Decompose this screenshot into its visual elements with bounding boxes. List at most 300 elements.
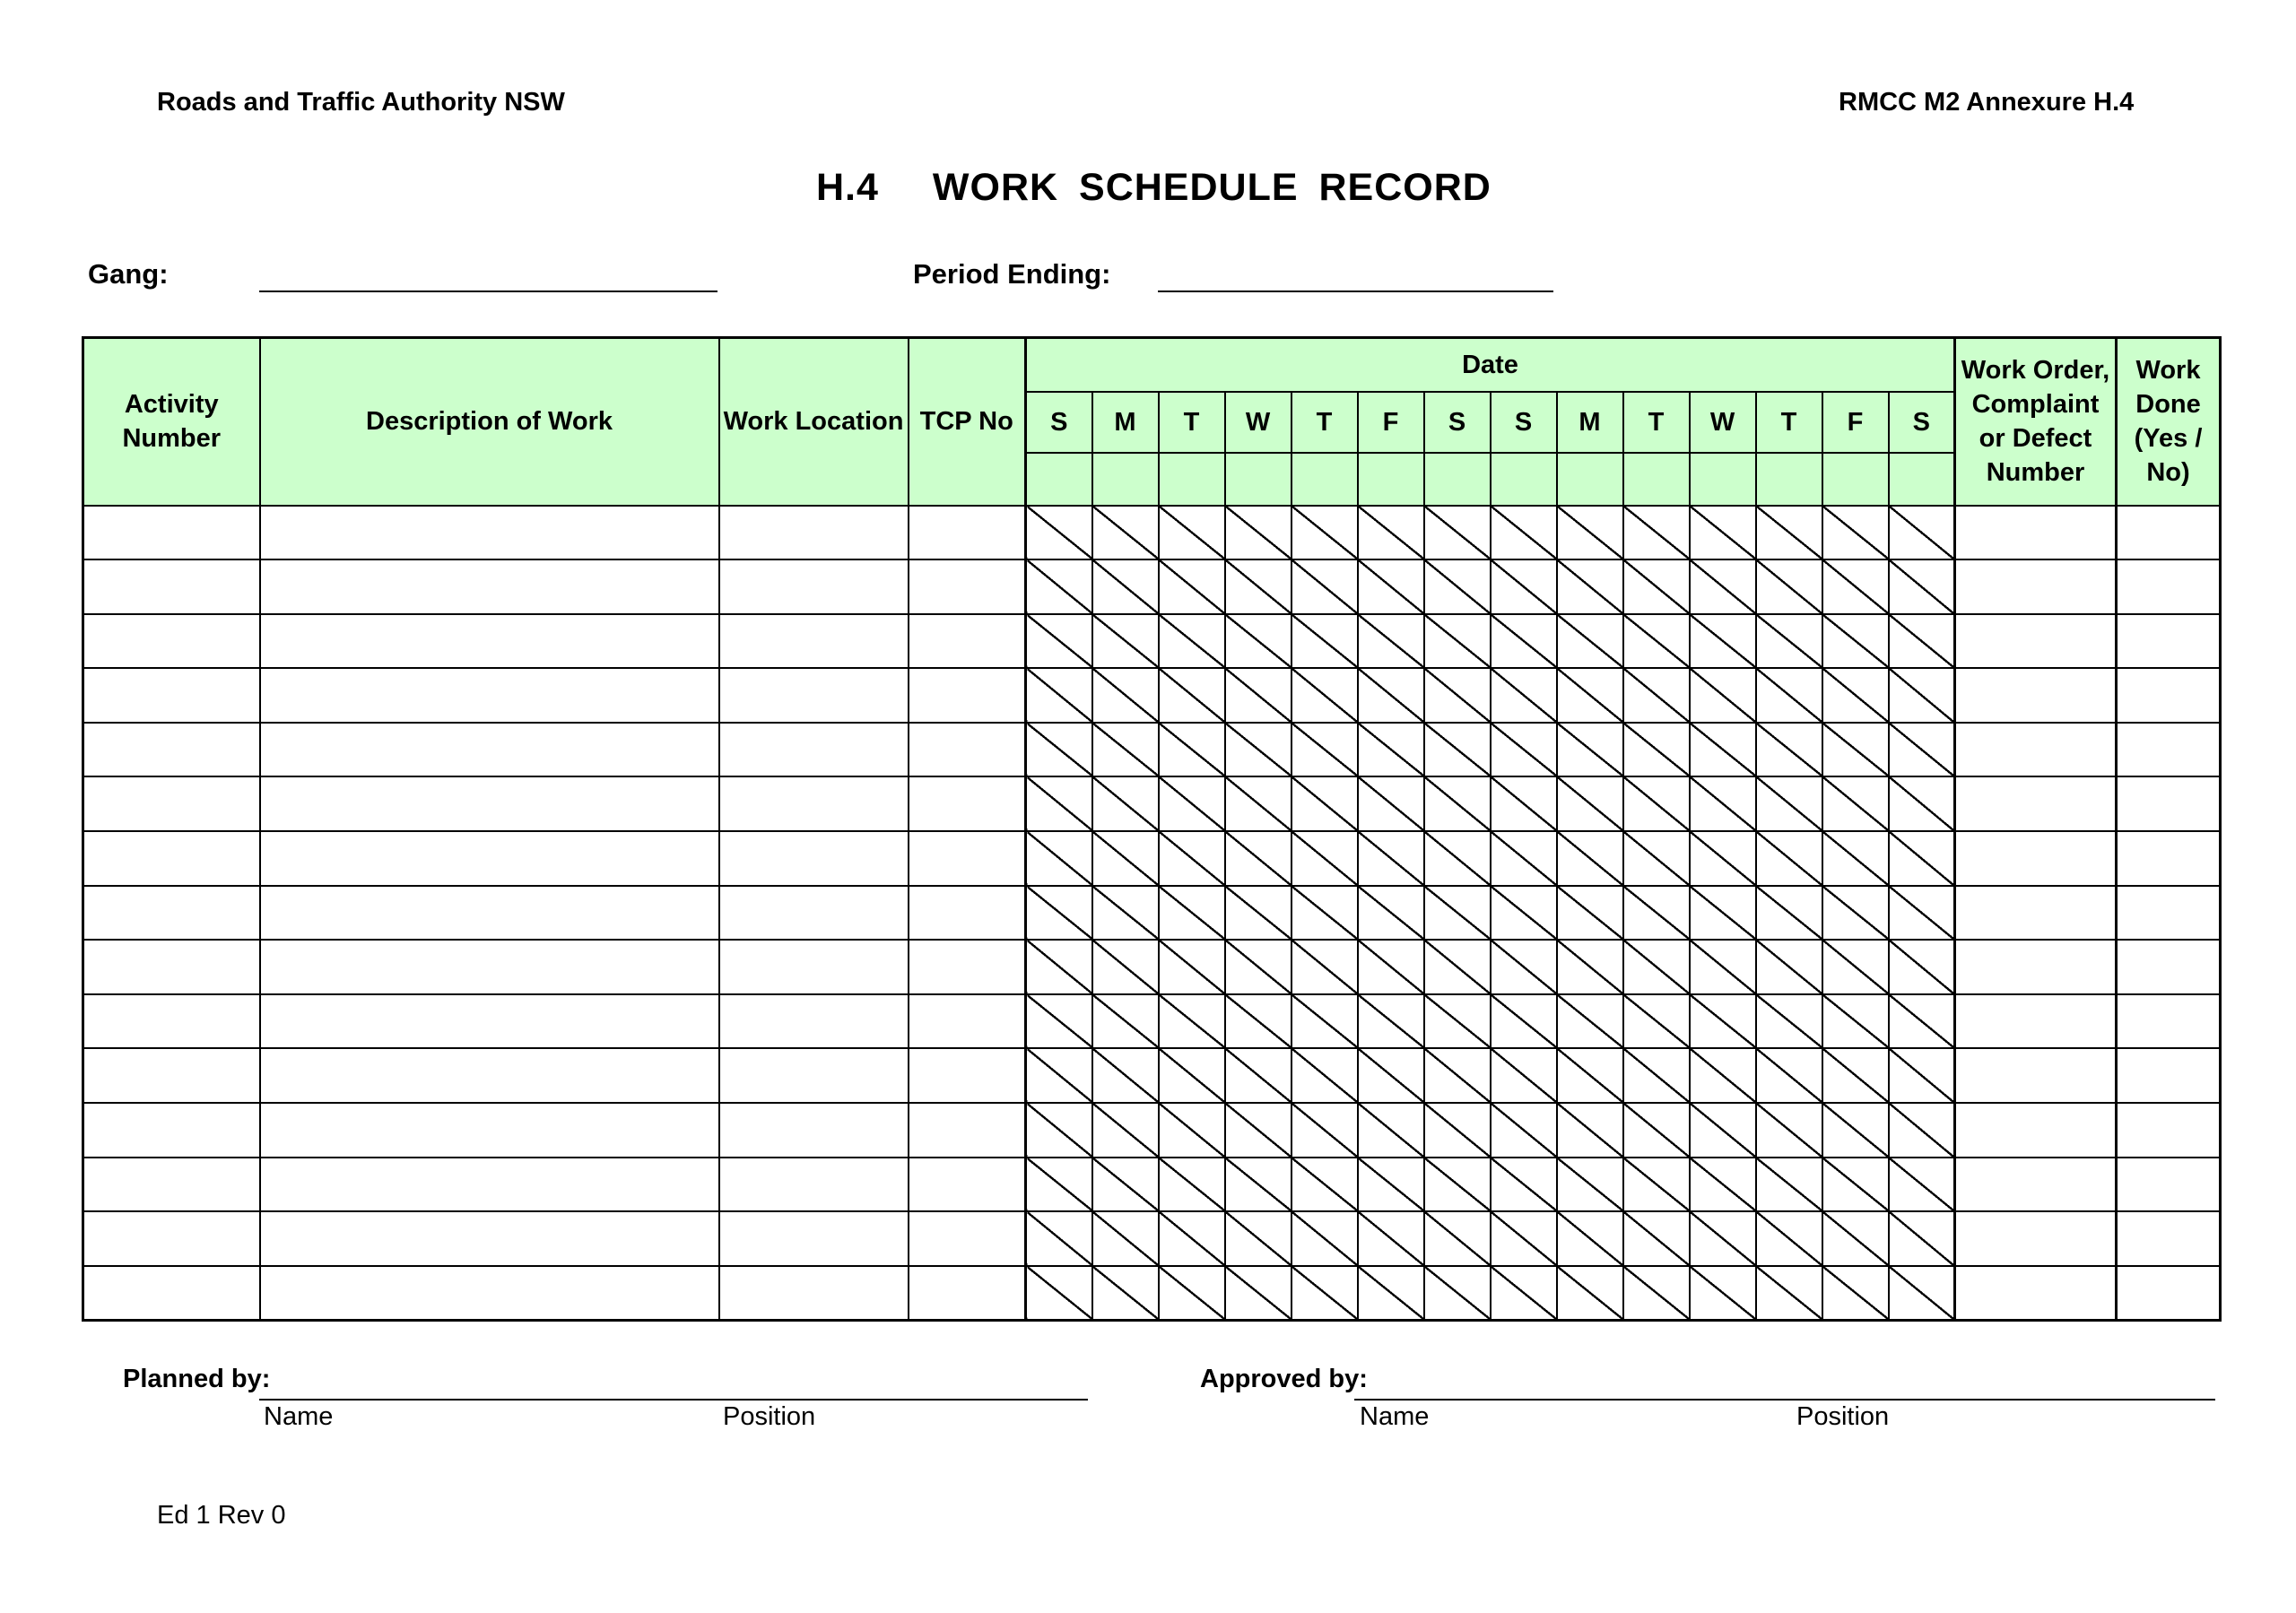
day-cell[interactable] <box>1690 886 1756 941</box>
day-cell[interactable] <box>1225 886 1292 941</box>
work-location-cell[interactable] <box>719 831 909 886</box>
activity-number-cell[interactable] <box>83 776 260 831</box>
day-cell[interactable] <box>1092 886 1159 941</box>
tcp-no-cell[interactable] <box>909 668 1026 723</box>
work-order-cell[interactable] <box>1955 1103 2117 1158</box>
day-cell[interactable] <box>1424 668 1491 723</box>
date-cell[interactable] <box>1092 453 1159 506</box>
date-cell[interactable] <box>1292 453 1358 506</box>
work-order-cell[interactable] <box>1955 940 2117 994</box>
day-cell[interactable] <box>1690 994 1756 1049</box>
day-cell[interactable] <box>1889 1266 1955 1321</box>
day-cell[interactable] <box>1756 1266 1822 1321</box>
day-cell[interactable] <box>1756 559 1822 614</box>
day-cell[interactable] <box>1690 1103 1756 1158</box>
day-cell[interactable] <box>1623 559 1690 614</box>
approved-by-field[interactable] <box>1354 1399 2215 1401</box>
date-cell[interactable] <box>1889 453 1955 506</box>
activity-number-cell[interactable] <box>83 940 260 994</box>
day-cell[interactable] <box>1424 1048 1491 1103</box>
day-cell[interactable] <box>1756 506 1822 560</box>
day-cell[interactable] <box>1491 831 1557 886</box>
day-cell[interactable] <box>1026 994 1092 1049</box>
day-cell[interactable] <box>1889 668 1955 723</box>
day-cell[interactable] <box>1756 886 1822 941</box>
day-cell[interactable] <box>1292 668 1358 723</box>
day-cell[interactable] <box>1026 831 1092 886</box>
day-cell[interactable] <box>1889 886 1955 941</box>
day-cell[interactable] <box>1092 559 1159 614</box>
work-location-cell[interactable] <box>719 994 909 1049</box>
day-cell[interactable] <box>1026 886 1092 941</box>
day-cell[interactable] <box>1557 723 1623 777</box>
day-cell[interactable] <box>1690 506 1756 560</box>
work-done-cell[interactable] <box>2117 1103 2221 1158</box>
day-cell[interactable] <box>1225 831 1292 886</box>
day-cell[interactable] <box>1557 940 1623 994</box>
day-cell[interactable] <box>1424 506 1491 560</box>
work-order-cell[interactable] <box>1955 831 2117 886</box>
day-cell[interactable] <box>1225 1211 1292 1266</box>
day-cell[interactable] <box>1623 1158 1690 1212</box>
day-cell[interactable] <box>1623 614 1690 669</box>
day-cell[interactable] <box>1889 614 1955 669</box>
work-location-cell[interactable] <box>719 559 909 614</box>
day-cell[interactable] <box>1557 776 1623 831</box>
description-cell[interactable] <box>260 1048 719 1103</box>
activity-number-cell[interactable] <box>83 506 260 560</box>
day-cell[interactable] <box>1491 723 1557 777</box>
day-cell[interactable] <box>1424 614 1491 669</box>
tcp-no-cell[interactable] <box>909 831 1026 886</box>
day-cell[interactable] <box>1756 723 1822 777</box>
day-cell[interactable] <box>1026 723 1092 777</box>
day-cell[interactable] <box>1424 886 1491 941</box>
day-cell[interactable] <box>1822 559 1889 614</box>
day-cell[interactable] <box>1889 1103 1955 1158</box>
date-cell[interactable] <box>1424 453 1491 506</box>
work-location-cell[interactable] <box>719 506 909 560</box>
day-cell[interactable] <box>1491 1211 1557 1266</box>
description-cell[interactable] <box>260 1158 719 1212</box>
day-cell[interactable] <box>1756 831 1822 886</box>
day-cell[interactable] <box>1822 668 1889 723</box>
day-cell[interactable] <box>1358 940 1424 994</box>
work-location-cell[interactable] <box>719 1048 909 1103</box>
activity-number-cell[interactable] <box>83 1266 260 1321</box>
day-cell[interactable] <box>1822 886 1889 941</box>
day-cell[interactable] <box>1491 559 1557 614</box>
day-cell[interactable] <box>1225 1266 1292 1321</box>
day-cell[interactable] <box>1225 614 1292 669</box>
description-cell[interactable] <box>260 1266 719 1321</box>
day-cell[interactable] <box>1358 1048 1424 1103</box>
day-cell[interactable] <box>1358 559 1424 614</box>
day-cell[interactable] <box>1822 1103 1889 1158</box>
description-cell[interactable] <box>260 668 719 723</box>
day-cell[interactable] <box>1557 1158 1623 1212</box>
day-cell[interactable] <box>1159 886 1225 941</box>
description-cell[interactable] <box>260 723 719 777</box>
tcp-no-cell[interactable] <box>909 776 1026 831</box>
day-cell[interactable] <box>1690 723 1756 777</box>
day-cell[interactable] <box>1623 723 1690 777</box>
day-cell[interactable] <box>1822 831 1889 886</box>
day-cell[interactable] <box>1424 776 1491 831</box>
work-location-cell[interactable] <box>719 1103 909 1158</box>
description-cell[interactable] <box>260 1211 719 1266</box>
work-order-cell[interactable] <box>1955 994 2117 1049</box>
work-done-cell[interactable] <box>2117 668 2221 723</box>
day-cell[interactable] <box>1358 1266 1424 1321</box>
day-cell[interactable] <box>1557 506 1623 560</box>
day-cell[interactable] <box>1424 1158 1491 1212</box>
day-cell[interactable] <box>1822 940 1889 994</box>
day-cell[interactable] <box>1690 1266 1756 1321</box>
work-location-cell[interactable] <box>719 1266 909 1321</box>
day-cell[interactable] <box>1557 1266 1623 1321</box>
date-cell[interactable] <box>1822 453 1889 506</box>
day-cell[interactable] <box>1159 1158 1225 1212</box>
tcp-no-cell[interactable] <box>909 506 1026 560</box>
day-cell[interactable] <box>1690 614 1756 669</box>
work-done-cell[interactable] <box>2117 831 2221 886</box>
description-cell[interactable] <box>260 1103 719 1158</box>
day-cell[interactable] <box>1026 614 1092 669</box>
day-cell[interactable] <box>1424 723 1491 777</box>
tcp-no-cell[interactable] <box>909 1158 1026 1212</box>
day-cell[interactable] <box>1225 1158 1292 1212</box>
day-cell[interactable] <box>1623 668 1690 723</box>
day-cell[interactable] <box>1358 1211 1424 1266</box>
date-cell[interactable] <box>1491 453 1557 506</box>
day-cell[interactable] <box>1026 776 1092 831</box>
description-cell[interactable] <box>260 776 719 831</box>
work-order-cell[interactable] <box>1955 723 2117 777</box>
day-cell[interactable] <box>1292 1211 1358 1266</box>
day-cell[interactable] <box>1159 831 1225 886</box>
day-cell[interactable] <box>1159 776 1225 831</box>
day-cell[interactable] <box>1292 776 1358 831</box>
day-cell[interactable] <box>1424 994 1491 1049</box>
work-location-cell[interactable] <box>719 614 909 669</box>
day-cell[interactable] <box>1092 940 1159 994</box>
day-cell[interactable] <box>1092 506 1159 560</box>
day-cell[interactable] <box>1557 886 1623 941</box>
description-cell[interactable] <box>260 994 719 1049</box>
day-cell[interactable] <box>1225 994 1292 1049</box>
day-cell[interactable] <box>1092 1211 1159 1266</box>
activity-number-cell[interactable] <box>83 614 260 669</box>
work-order-cell[interactable] <box>1955 559 2117 614</box>
tcp-no-cell[interactable] <box>909 994 1026 1049</box>
work-order-cell[interactable] <box>1955 506 2117 560</box>
day-cell[interactable] <box>1159 506 1225 560</box>
day-cell[interactable] <box>1623 776 1690 831</box>
day-cell[interactable] <box>1623 886 1690 941</box>
tcp-no-cell[interactable] <box>909 1048 1026 1103</box>
day-cell[interactable] <box>1159 940 1225 994</box>
date-cell[interactable] <box>1159 453 1225 506</box>
day-cell[interactable] <box>1092 1103 1159 1158</box>
day-cell[interactable] <box>1623 1103 1690 1158</box>
day-cell[interactable] <box>1292 506 1358 560</box>
day-cell[interactable] <box>1026 559 1092 614</box>
date-cell[interactable] <box>1557 453 1623 506</box>
tcp-no-cell[interactable] <box>909 614 1026 669</box>
day-cell[interactable] <box>1292 1266 1358 1321</box>
day-cell[interactable] <box>1756 668 1822 723</box>
work-done-cell[interactable] <box>2117 506 2221 560</box>
day-cell[interactable] <box>1092 1048 1159 1103</box>
work-order-cell[interactable] <box>1955 614 2117 669</box>
day-cell[interactable] <box>1491 668 1557 723</box>
day-cell[interactable] <box>1092 994 1159 1049</box>
day-cell[interactable] <box>1491 506 1557 560</box>
day-cell[interactable] <box>1424 1103 1491 1158</box>
day-cell[interactable] <box>1690 1048 1756 1103</box>
day-cell[interactable] <box>1889 994 1955 1049</box>
work-done-cell[interactable] <box>2117 1266 2221 1321</box>
work-order-cell[interactable] <box>1955 1266 2117 1321</box>
day-cell[interactable] <box>1424 940 1491 994</box>
day-cell[interactable] <box>1690 776 1756 831</box>
activity-number-cell[interactable] <box>83 668 260 723</box>
day-cell[interactable] <box>1026 1211 1092 1266</box>
work-order-cell[interactable] <box>1955 1048 2117 1103</box>
work-location-cell[interactable] <box>719 723 909 777</box>
day-cell[interactable] <box>1623 831 1690 886</box>
period-ending-field[interactable] <box>1158 291 1553 292</box>
day-cell[interactable] <box>1491 776 1557 831</box>
activity-number-cell[interactable] <box>83 831 260 886</box>
day-cell[interactable] <box>1491 1266 1557 1321</box>
day-cell[interactable] <box>1690 668 1756 723</box>
day-cell[interactable] <box>1292 1103 1358 1158</box>
gang-field[interactable] <box>259 291 718 292</box>
day-cell[interactable] <box>1889 559 1955 614</box>
activity-number-cell[interactable] <box>83 994 260 1049</box>
day-cell[interactable] <box>1756 940 1822 994</box>
day-cell[interactable] <box>1623 1048 1690 1103</box>
day-cell[interactable] <box>1292 559 1358 614</box>
day-cell[interactable] <box>1358 831 1424 886</box>
day-cell[interactable] <box>1756 1158 1822 1212</box>
day-cell[interactable] <box>1491 886 1557 941</box>
day-cell[interactable] <box>1491 1103 1557 1158</box>
day-cell[interactable] <box>1557 1048 1623 1103</box>
work-done-cell[interactable] <box>2117 940 2221 994</box>
activity-number-cell[interactable] <box>83 1103 260 1158</box>
day-cell[interactable] <box>1557 831 1623 886</box>
day-cell[interactable] <box>1889 1048 1955 1103</box>
day-cell[interactable] <box>1822 1266 1889 1321</box>
date-cell[interactable] <box>1225 453 1292 506</box>
work-done-cell[interactable] <box>2117 886 2221 941</box>
day-cell[interactable] <box>1026 506 1092 560</box>
day-cell[interactable] <box>1822 506 1889 560</box>
day-cell[interactable] <box>1225 1103 1292 1158</box>
day-cell[interactable] <box>1822 614 1889 669</box>
day-cell[interactable] <box>1159 723 1225 777</box>
day-cell[interactable] <box>1690 559 1756 614</box>
day-cell[interactable] <box>1159 668 1225 723</box>
work-location-cell[interactable] <box>719 1211 909 1266</box>
tcp-no-cell[interactable] <box>909 1266 1026 1321</box>
work-done-cell[interactable] <box>2117 614 2221 669</box>
day-cell[interactable] <box>1623 994 1690 1049</box>
day-cell[interactable] <box>1292 831 1358 886</box>
day-cell[interactable] <box>1690 1158 1756 1212</box>
day-cell[interactable] <box>1491 614 1557 669</box>
day-cell[interactable] <box>1557 559 1623 614</box>
day-cell[interactable] <box>1292 1158 1358 1212</box>
work-order-cell[interactable] <box>1955 776 2117 831</box>
activity-number-cell[interactable] <box>83 1158 260 1212</box>
planned-by-field[interactable] <box>259 1399 1088 1401</box>
date-cell[interactable] <box>1690 453 1756 506</box>
date-cell[interactable] <box>1358 453 1424 506</box>
tcp-no-cell[interactable] <box>909 886 1026 941</box>
day-cell[interactable] <box>1159 1211 1225 1266</box>
day-cell[interactable] <box>1822 1048 1889 1103</box>
day-cell[interactable] <box>1358 668 1424 723</box>
tcp-no-cell[interactable] <box>909 559 1026 614</box>
activity-number-cell[interactable] <box>83 559 260 614</box>
tcp-no-cell[interactable] <box>909 1103 1026 1158</box>
day-cell[interactable] <box>1092 614 1159 669</box>
day-cell[interactable] <box>1491 994 1557 1049</box>
day-cell[interactable] <box>1159 994 1225 1049</box>
day-cell[interactable] <box>1159 1048 1225 1103</box>
day-cell[interactable] <box>1424 559 1491 614</box>
day-cell[interactable] <box>1756 614 1822 669</box>
day-cell[interactable] <box>1756 776 1822 831</box>
day-cell[interactable] <box>1026 1048 1092 1103</box>
day-cell[interactable] <box>1557 1103 1623 1158</box>
description-cell[interactable] <box>260 614 719 669</box>
day-cell[interactable] <box>1225 506 1292 560</box>
day-cell[interactable] <box>1623 506 1690 560</box>
work-location-cell[interactable] <box>719 886 909 941</box>
work-order-cell[interactable] <box>1955 668 2117 723</box>
day-cell[interactable] <box>1889 506 1955 560</box>
day-cell[interactable] <box>1358 776 1424 831</box>
day-cell[interactable] <box>1225 559 1292 614</box>
day-cell[interactable] <box>1424 1266 1491 1321</box>
date-cell[interactable] <box>1756 453 1822 506</box>
day-cell[interactable] <box>1026 1103 1092 1158</box>
day-cell[interactable] <box>1557 994 1623 1049</box>
day-cell[interactable] <box>1822 723 1889 777</box>
description-cell[interactable] <box>260 886 719 941</box>
day-cell[interactable] <box>1159 614 1225 669</box>
day-cell[interactable] <box>1026 940 1092 994</box>
day-cell[interactable] <box>1358 506 1424 560</box>
description-cell[interactable] <box>260 940 719 994</box>
day-cell[interactable] <box>1889 940 1955 994</box>
day-cell[interactable] <box>1491 1048 1557 1103</box>
work-order-cell[interactable] <box>1955 1158 2117 1212</box>
day-cell[interactable] <box>1225 940 1292 994</box>
day-cell[interactable] <box>1026 1266 1092 1321</box>
day-cell[interactable] <box>1623 1211 1690 1266</box>
day-cell[interactable] <box>1358 723 1424 777</box>
day-cell[interactable] <box>1557 614 1623 669</box>
work-done-cell[interactable] <box>2117 1158 2221 1212</box>
work-location-cell[interactable] <box>719 776 909 831</box>
day-cell[interactable] <box>1225 1048 1292 1103</box>
day-cell[interactable] <box>1092 1266 1159 1321</box>
day-cell[interactable] <box>1092 831 1159 886</box>
day-cell[interactable] <box>1358 614 1424 669</box>
day-cell[interactable] <box>1491 940 1557 994</box>
day-cell[interactable] <box>1292 940 1358 994</box>
work-order-cell[interactable] <box>1955 886 2117 941</box>
day-cell[interactable] <box>1159 1266 1225 1321</box>
tcp-no-cell[interactable] <box>909 1211 1026 1266</box>
day-cell[interactable] <box>1159 559 1225 614</box>
day-cell[interactable] <box>1623 940 1690 994</box>
work-done-cell[interactable] <box>2117 723 2221 777</box>
day-cell[interactable] <box>1690 831 1756 886</box>
day-cell[interactable] <box>1491 1158 1557 1212</box>
day-cell[interactable] <box>1822 994 1889 1049</box>
day-cell[interactable] <box>1557 668 1623 723</box>
description-cell[interactable] <box>260 506 719 560</box>
day-cell[interactable] <box>1292 723 1358 777</box>
day-cell[interactable] <box>1292 614 1358 669</box>
day-cell[interactable] <box>1358 1103 1424 1158</box>
tcp-no-cell[interactable] <box>909 940 1026 994</box>
day-cell[interactable] <box>1889 723 1955 777</box>
day-cell[interactable] <box>1292 1048 1358 1103</box>
date-cell[interactable] <box>1623 453 1690 506</box>
day-cell[interactable] <box>1690 1211 1756 1266</box>
activity-number-cell[interactable] <box>83 886 260 941</box>
day-cell[interactable] <box>1756 994 1822 1049</box>
day-cell[interactable] <box>1026 1158 1092 1212</box>
day-cell[interactable] <box>1889 1211 1955 1266</box>
work-done-cell[interactable] <box>2117 776 2221 831</box>
day-cell[interactable] <box>1424 831 1491 886</box>
day-cell[interactable] <box>1159 1103 1225 1158</box>
day-cell[interactable] <box>1026 668 1092 723</box>
day-cell[interactable] <box>1889 831 1955 886</box>
day-cell[interactable] <box>1822 776 1889 831</box>
work-order-cell[interactable] <box>1955 1211 2117 1266</box>
day-cell[interactable] <box>1756 1048 1822 1103</box>
work-done-cell[interactable] <box>2117 994 2221 1049</box>
description-cell[interactable] <box>260 831 719 886</box>
day-cell[interactable] <box>1092 723 1159 777</box>
day-cell[interactable] <box>1557 1211 1623 1266</box>
day-cell[interactable] <box>1756 1103 1822 1158</box>
work-location-cell[interactable] <box>719 940 909 994</box>
work-location-cell[interactable] <box>719 1158 909 1212</box>
day-cell[interactable] <box>1225 723 1292 777</box>
day-cell[interactable] <box>1292 886 1358 941</box>
day-cell[interactable] <box>1822 1158 1889 1212</box>
day-cell[interactable] <box>1225 668 1292 723</box>
day-cell[interactable] <box>1358 1158 1424 1212</box>
day-cell[interactable] <box>1358 994 1424 1049</box>
day-cell[interactable] <box>1822 1211 1889 1266</box>
activity-number-cell[interactable] <box>83 1211 260 1266</box>
work-done-cell[interactable] <box>2117 1211 2221 1266</box>
work-location-cell[interactable] <box>719 668 909 723</box>
day-cell[interactable] <box>1092 776 1159 831</box>
